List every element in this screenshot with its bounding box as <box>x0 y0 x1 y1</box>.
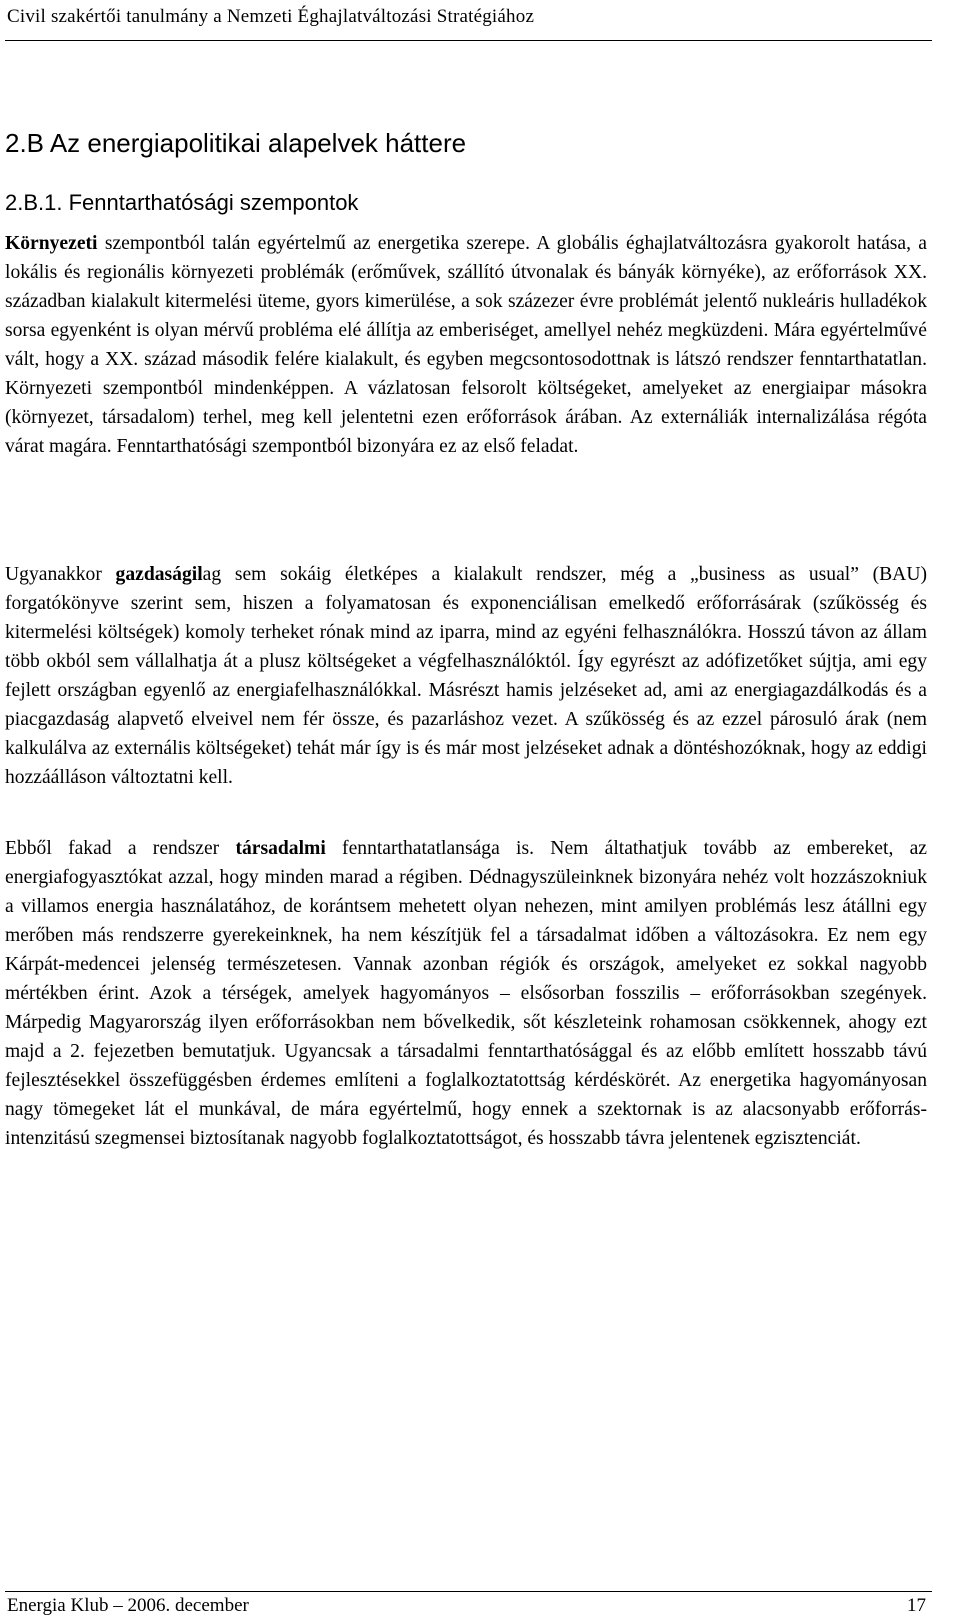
bold-term-economic: gazdaságil <box>115 564 203 585</box>
footer-rule <box>5 1591 932 1592</box>
paragraph-text: fenntarthatatlansága is. Nem áltathatjuk tovább az embereket, az energiafogyasztókat azzal, hogy minden marad a régiben. Dédnagyszüleinknek bizonyára nehéz volt hozzászokniuk a villamos energia használatához, de korántsem mehetett olyan nehezen, mint amilyen problémás lesz átállni egy merőben más rendszerre gyerekeinknek, ha nem készítjük fel a társadalmat időben a változásokra. Ez nem egy Kárpát-medencei jelenség természetesen. Vannak azonban régiók és országok, amelyeket ez sokkal nagyobb mértékben érint. Azok a térségek, amelyek hagyományos – elsősorban fosszilis – erőforrásokban szegények. Márpedig Magyarország ilyen erőforrásokban nem bővelkedik, sőt készleteink rohamosan csökkennek, ahogy ezt majd a 2. fejezetben bemutatjuk. Ugyancsak a társadalmi fenntarthatósággal és az előbb említett hosszabb távú fejlesztésekkel összefüggésben érdemes említeni a foglalkoztatottság kérdéskörét. Az energetika hagyományosan nagy tömegeket lát el munkával, de mára egyértelmű, hogy ennek a szektornak is az alacsonyabb erőforrás-intenzitású szegmensei biztosítanak nagyobb foglalkoztatottságot, és hosszabb távra jelentenek egzisztenciát. <box>5 838 927 1149</box>
footer-publisher-date: Energia Klub – 2006. december <box>7 1595 249 1616</box>
paragraph-social <box>5 834 927 1153</box>
header-rule <box>5 40 932 41</box>
paragraph-lead: Ugyanakkor <box>5 564 116 585</box>
section-title: 2.B Az energiapolitikai alapelvek háttere <box>5 128 467 158</box>
bold-term-social: társadalmi <box>235 838 326 859</box>
paragraph-economic <box>5 560 927 792</box>
paragraph-lead: Ebből fakad a rendszer <box>5 838 236 859</box>
paragraph-environmental <box>5 229 927 461</box>
paragraph-text: ag sem sokáig életképes a kialakult rendszer, még a „business as usual” (BAU) forgatókönyve szerint sem, hiszen a folyamatosan és exponenciálisan emelkedő erőforrásárak (szűkösség és kitermelési költségek) komoly terheket rónak mind az iparra, mind az egyéni felhasználókra. Hosszú távon az állam több okból sem vállalhatja át a plusz költségeket a végfelhasználóktól. Így egyrészt az adófizetőket sújtja, ami egy fejlett országban egyenlő az energiafelhasználókkal. Másrészt hamis jelzéseket ad, ami az energiagazdálkodás és a piacgazdaság alapvető elveivel nem fér össze, és pazarláshoz vezet. A szűkösség és az ezzel párosuló árak (nem kalkulálva az externális költségeket) tehát már így is és már most jelzéseket adnak a döntéshozóknak, hogy az eddigi hozzáálláson változtatni kell. <box>5 564 928 788</box>
page-number: 17 <box>907 1595 926 1616</box>
bold-term-environmental: Környezeti <box>5 233 98 254</box>
running-header: Civil szakértői tanulmány a Nemzeti Éghajlatváltozási Stratégiához <box>7 6 535 27</box>
subsection-title: 2.B.1. Fenntarthatósági szempontok <box>5 190 359 215</box>
paragraph-text: szempontból talán egyértelmű az energetika szerepe. A globális éghajlatváltozásra gyakorolt hatása, a lokális és regionális környezeti problémák (erőművek, szállító útvonalak és bányák környéke), az erőforrások XX. században kialakult kitermelési üteme, gyors kimerülése, a sok százezer évre problémát jelentő nukleáris hulladékok sorsa egyenként is olyan mérvű probléma elé állítja az emberiséget, amellyel nehéz megküzdeni. Mára egyértelművé vált, hogy a XX. század második felére kialakult, és egyben megcsontosodottnak is látszó rendszer fenntarthatatlan. Környezeti szempontból mindenképpen. A vázlatosan felsorolt költségeket, amelyeket az energiaipar másokra (környezet, társadalom) terhel, meg kell jelentetni ezen erőforrások árában. Az externáliák internalizálása régóta várat magára. Fenntarthatósági szempontból bizonyára ez az első feladat. <box>5 233 927 457</box>
